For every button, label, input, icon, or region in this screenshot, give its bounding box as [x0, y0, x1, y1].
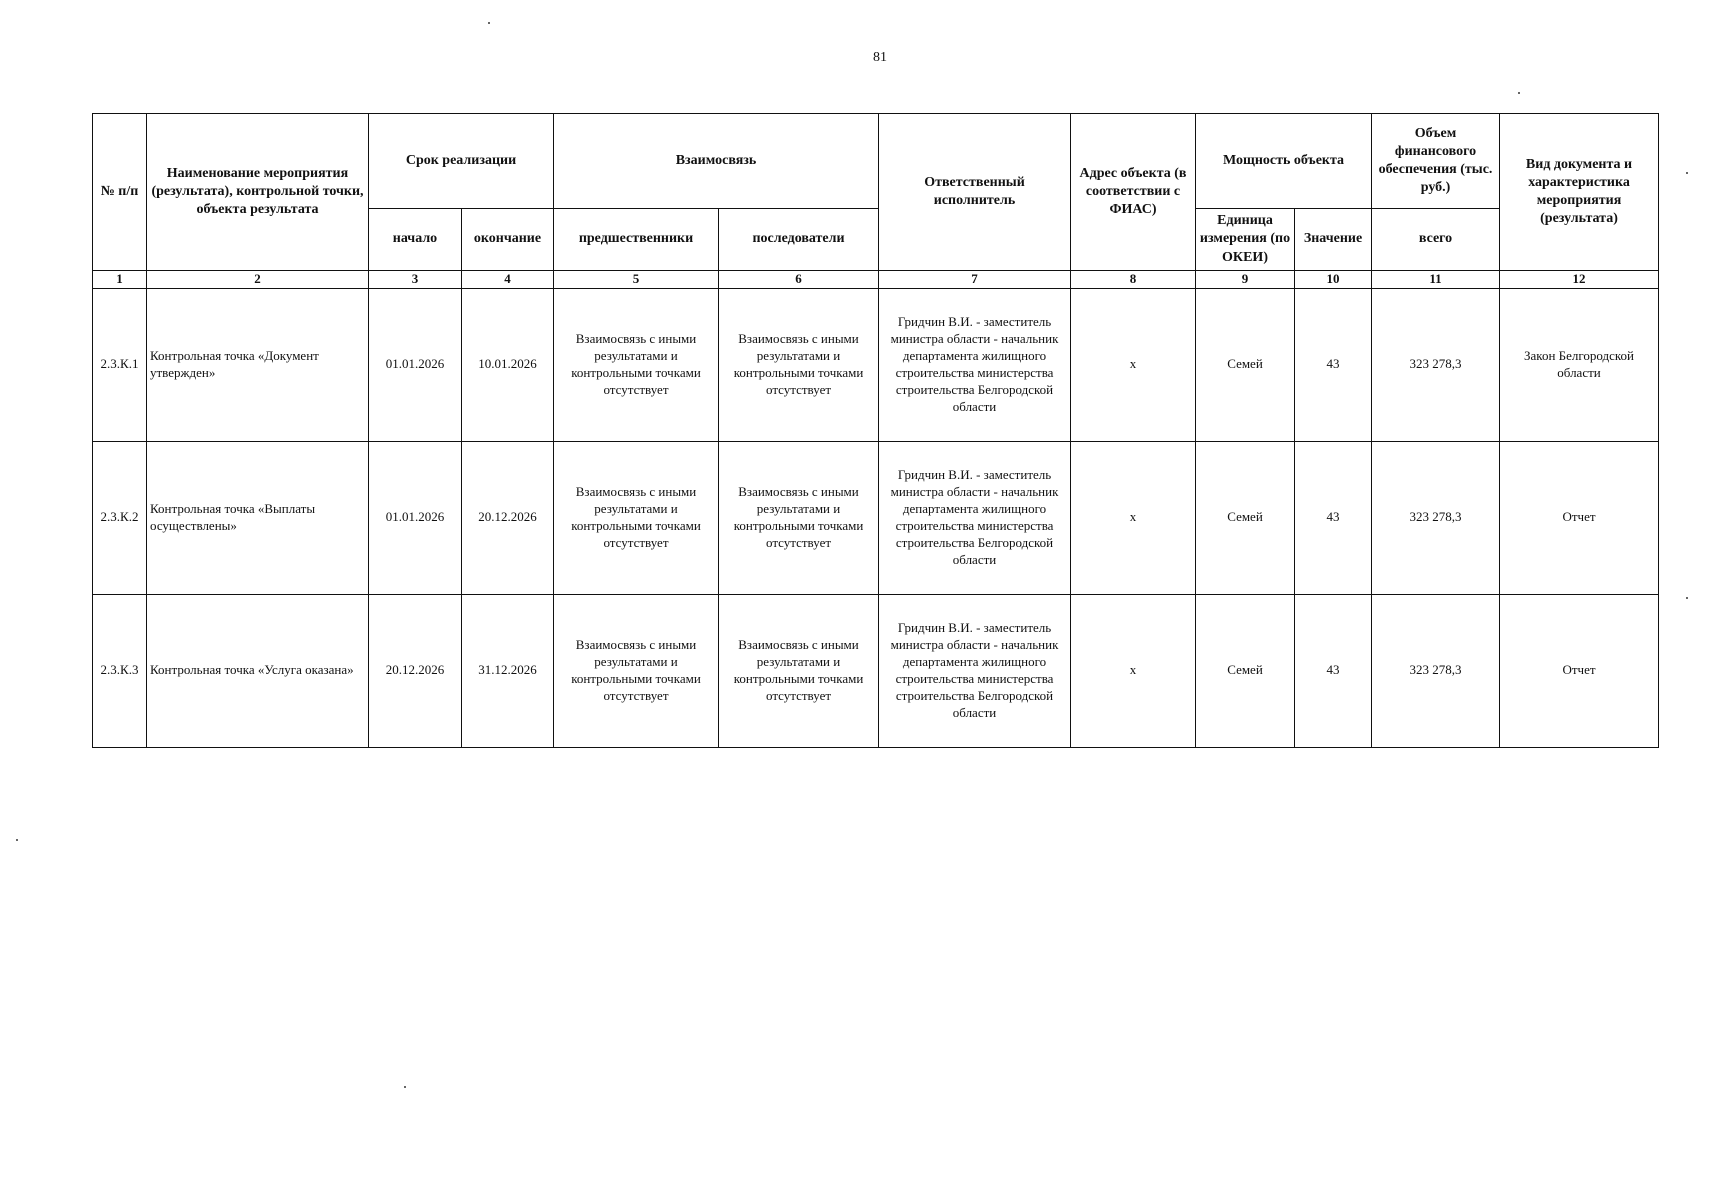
row-unit: Семей: [1196, 594, 1295, 747]
row-start-date: 01.01.2026: [369, 441, 462, 594]
column-number: 3: [369, 271, 462, 289]
row-end-date: 20.12.2026: [462, 441, 554, 594]
row-predecessors: Взаимосвязь с иными результатами и контрольными точками отсутствует: [554, 594, 719, 747]
header-relation-next: последователи: [719, 209, 879, 271]
column-number: 11: [1372, 271, 1500, 289]
row-responsible: Гридчин В.И. - заместитель министра области - начальник департамента жилищного строительства министерства строительства Белгородской области: [879, 594, 1071, 747]
row-document: Отчет: [1500, 594, 1659, 747]
row-name: Контрольная точка «Документ утвержден»: [147, 288, 369, 441]
scan-speck: [488, 22, 490, 24]
header-responsible: Ответственный исполнитель: [879, 114, 1071, 271]
row-value: 43: [1295, 441, 1372, 594]
header-period: Срок реализации: [369, 114, 554, 209]
column-number: 8: [1071, 271, 1196, 289]
header-relation-prev: предшественники: [554, 209, 719, 271]
header-funding: Объем финансового обеспечения (тыс. руб.): [1372, 114, 1500, 209]
row-value: 43: [1295, 288, 1372, 441]
row-funding-total: 323 278,3: [1372, 288, 1500, 441]
header-capacity-value: Значение: [1295, 209, 1372, 271]
row-successors: Взаимосвязь с иными результатами и контрольными точками отсутствует: [719, 288, 879, 441]
page-number: 81: [873, 50, 887, 65]
row-funding-total: 323 278,3: [1372, 441, 1500, 594]
scan-speck: [1686, 172, 1688, 174]
row-predecessors: Взаимосвязь с иными результатами и контрольными точками отсутствует: [554, 441, 719, 594]
row-number: 2.3.К.2: [93, 441, 147, 594]
header-relation: Взаимосвязь: [554, 114, 879, 209]
column-number: 4: [462, 271, 554, 289]
header-period-start: начало: [369, 209, 462, 271]
table-body: [93, 288, 1659, 747]
row-unit: Семей: [1196, 441, 1295, 594]
table-row: [93, 441, 1659, 594]
row-value: 43: [1295, 594, 1372, 747]
row-address: х: [1071, 594, 1196, 747]
table-row: [93, 288, 1659, 441]
row-funding-total: 323 278,3: [1372, 594, 1500, 747]
column-number: 2: [147, 271, 369, 289]
row-address: х: [1071, 441, 1196, 594]
row-document: Отчет: [1500, 441, 1659, 594]
scan-speck: [404, 1086, 406, 1088]
row-end-date: 10.01.2026: [462, 288, 554, 441]
scan-speck: [1518, 92, 1520, 94]
column-numbers-row: [93, 271, 1659, 289]
row-document: Закон Белгородской области: [1500, 288, 1659, 441]
column-number: 10: [1295, 271, 1372, 289]
row-number: 2.3.К.1: [93, 288, 147, 441]
header-document: Вид документа и характеристика мероприятия (результата): [1500, 114, 1659, 271]
header-number: № п/п: [93, 114, 147, 271]
header-address: Адрес объекта (в соответствии с ФИАС): [1071, 114, 1196, 271]
row-predecessors: Взаимосвязь с иными результатами и контрольными точками отсутствует: [554, 288, 719, 441]
column-number: 9: [1196, 271, 1295, 289]
scan-speck: [1686, 597, 1688, 599]
row-successors: Взаимосвязь с иными результатами и контрольными точками отсутствует: [719, 441, 879, 594]
row-name: Контрольная точка «Услуга оказана»: [147, 594, 369, 747]
row-start-date: 01.01.2026: [369, 288, 462, 441]
header-capacity: Мощность объекта: [1196, 114, 1372, 209]
table-header: [93, 114, 1659, 289]
row-successors: Взаимосвязь с иными результатами и контрольными точками отсутствует: [719, 594, 879, 747]
header-period-end: окончание: [462, 209, 554, 271]
header-name: Наименование мероприятия (результата), контрольной точки, объекта результата: [147, 114, 369, 271]
row-responsible: Гридчин В.И. - заместитель министра области - начальник департамента жилищного строительства министерства строительства Белгородской области: [879, 288, 1071, 441]
row-responsible: Гридчин В.И. - заместитель министра области - начальник департамента жилищного строительства министерства строительства Белгородской области: [879, 441, 1071, 594]
row-start-date: 20.12.2026: [369, 594, 462, 747]
scan-speck: [16, 839, 18, 841]
table-row: [93, 594, 1659, 747]
row-address: х: [1071, 288, 1196, 441]
column-number: 12: [1500, 271, 1659, 289]
plan-table: [92, 113, 1659, 748]
column-number: 5: [554, 271, 719, 289]
header-capacity-unit: Единица измерения (по ОКЕИ): [1196, 209, 1295, 271]
row-name: Контрольная точка «Выплаты осуществлены»: [147, 441, 369, 594]
row-end-date: 31.12.2026: [462, 594, 554, 747]
column-number: 1: [93, 271, 147, 289]
row-unit: Семей: [1196, 288, 1295, 441]
header-funding-total: всего: [1372, 209, 1500, 271]
column-number: 6: [719, 271, 879, 289]
column-number: 7: [879, 271, 1071, 289]
row-number: 2.3.К.3: [93, 594, 147, 747]
